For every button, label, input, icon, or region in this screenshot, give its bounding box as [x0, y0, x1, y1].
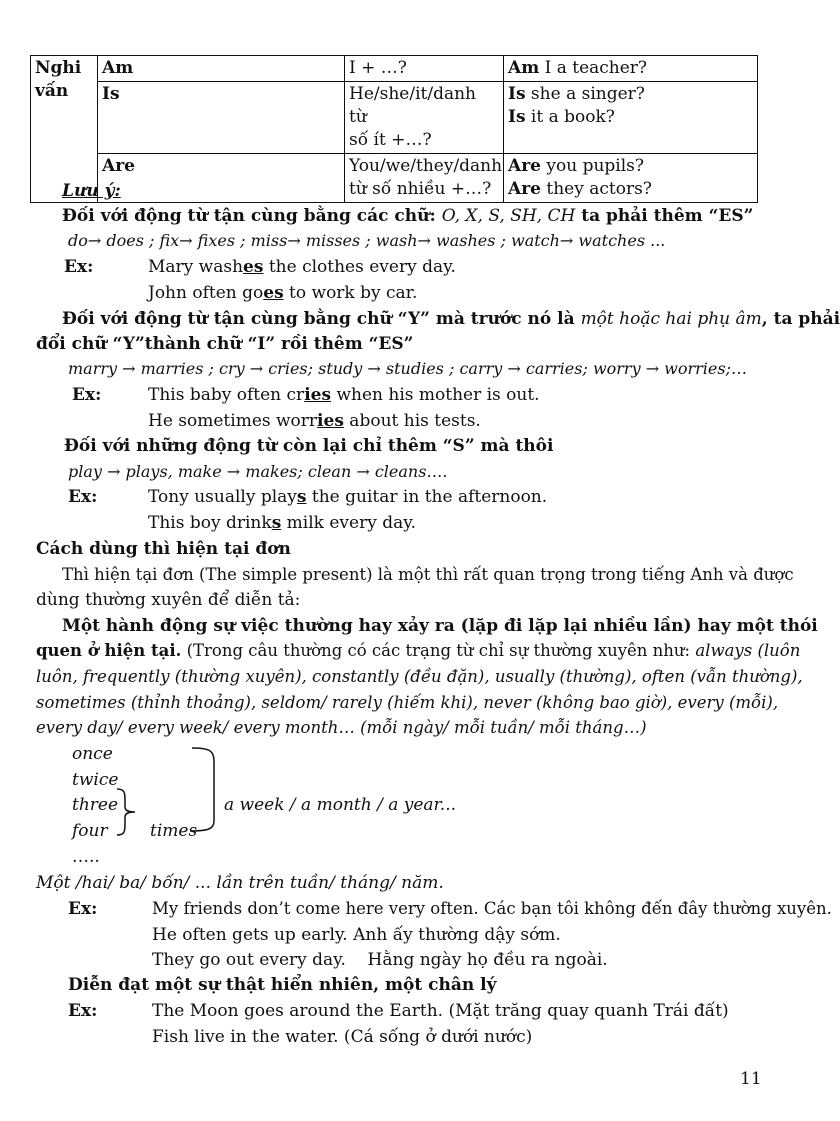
freq-word: once	[72, 744, 113, 764]
example-line: Is it a book?	[508, 107, 615, 127]
example-sentence: Mary washes the clothes every day.	[148, 257, 456, 277]
subject-line: từ số nhiều +…?	[349, 179, 492, 199]
example-sentence: My friends don’t come here very often. Các bạn tôi không đến đây thường xuyên.	[152, 899, 832, 918]
subject-cell	[345, 154, 504, 203]
note-title: Lưu ý:	[62, 181, 121, 201]
rule-es: Đối với động từ tận cùng bằng các chữ: O, X, S, SH, CH ta phải thêm “ES”	[62, 206, 754, 226]
small-brace-icon	[115, 787, 139, 837]
rule-y-line2: đổi chữ “Y”thành chữ “I” rồi thêm “ES”	[36, 334, 414, 354]
example-sentence: He often gets up early. Anh ấy thường dậy sớm.	[152, 925, 561, 945]
example-sentence: They go out every day. Hằng ngày họ đều ra ngoài.	[152, 950, 608, 970]
rule-y: Đối với động từ tận cùng bằng chữ “Y” mà trước nó là một hoặc hai phụ âm, ta phải	[62, 309, 840, 329]
point1-line4: sometimes (thỉnh thoảng), seldom/ rarely (hiếm khi), never (không bao giờ), every (mỗi),	[36, 693, 779, 712]
ex-label: Ex:	[68, 487, 98, 507]
subject-cell	[345, 56, 504, 82]
point1-line1: Một hành động sự việc thường hay xảy ra (lặp đi lặp lại nhiều lần) hay một thói	[62, 616, 818, 636]
usage-intro: Thì hiện tại đơn (The simple present) là một thì rất quan trọng trong tiếng Anh và được	[62, 565, 794, 584]
example-cell	[504, 82, 758, 154]
point1-line2: quen ở hiện tại. (Trong câu thường có các trạng từ chỉ sự thường xuyên như: always (luôn	[36, 641, 801, 660]
rule-y-examples: marry → marries ; cry → cries; study → studies ; carry → carries; worry → worries;…	[68, 359, 747, 378]
example-sentence: Fish live in the water. (Cá sống ở dưới nước)	[152, 1027, 533, 1047]
example-cell	[504, 154, 758, 203]
interrogative-table	[30, 55, 758, 203]
group-label-line1: Nghi	[35, 58, 82, 78]
example-sentence: He sometimes worries about his tests.	[148, 411, 481, 431]
aux-cell: Am	[98, 56, 345, 82]
usage-intro-line2: dùng thường xuyên để diễn tả:	[36, 590, 301, 610]
subject-line: He/she/it/danh từ	[349, 84, 476, 127]
rule-es-examples: do→ does ; fix→ fixes ; miss→ misses ; wash→ washes ; watch→ watches ...	[68, 231, 666, 250]
example-line: Am I a teacher?	[508, 58, 648, 78]
rule-s-examples: play → plays, make → makes; clean → cleans….	[68, 462, 448, 481]
freq-ellipsis: …..	[72, 847, 100, 867]
point1-line5: every day/ every week/ every month… (mỗi ngày/ mỗi tuần/ mỗi tháng…)	[36, 718, 647, 737]
freq-word: three	[72, 795, 119, 815]
rule-s: Đối với những động từ còn lại chỉ thêm “S” mà thôi	[64, 436, 554, 456]
aux-cell: Is	[98, 82, 345, 154]
ex-label: Ex:	[68, 899, 98, 919]
subject-line: You/we/they/danh	[349, 156, 503, 176]
aux-cell: Are	[98, 154, 345, 203]
example-line: Are they actors?	[508, 179, 652, 199]
ex-label: Ex:	[68, 1001, 98, 1021]
group-label-line2: vấn	[35, 81, 69, 101]
example-line: Are you pupils?	[508, 156, 644, 176]
ex-label: Ex:	[72, 385, 102, 405]
freq-vi: Một /hai/ ba/ bốn/ ... lần trên tuần/ tháng/ năm.	[36, 873, 444, 893]
page-number: 11	[740, 1069, 762, 1089]
ex-label: Ex:	[64, 257, 94, 277]
period-label: a week / a month / a year...	[224, 795, 457, 815]
subject-line: số ít +…?	[349, 130, 432, 150]
example-sentence: The Moon goes around the Earth. (Mặt trăng quay quanh Trái đất)	[152, 1001, 729, 1021]
freq-word: twice	[72, 770, 119, 790]
times-label: times	[150, 821, 198, 841]
large-brace-icon	[188, 745, 224, 835]
point1-line3: luôn, frequently (thường xuyên), constantly (đều đặn), usually (thường), often (vẫn thường),	[36, 667, 803, 686]
usage-heading: Cách dùng thì hiện tại đơn	[36, 539, 291, 559]
example-sentence: John often goes to work by car.	[148, 283, 418, 303]
example-sentence: This boy drinks milk every day.	[148, 513, 416, 533]
subject-cell	[345, 82, 504, 154]
example-sentence: This baby often cries when his mother is out.	[148, 385, 540, 405]
example-sentence: Tony usually plays the guitar in the afternoon.	[148, 487, 548, 507]
example-cell	[504, 56, 758, 82]
subject-line: I + …?	[349, 58, 407, 78]
freq-word: four	[72, 821, 108, 841]
point2: Diễn đạt một sự thật hiển nhiên, một chân lý	[68, 975, 497, 995]
example-line: Is she a singer?	[508, 84, 645, 104]
